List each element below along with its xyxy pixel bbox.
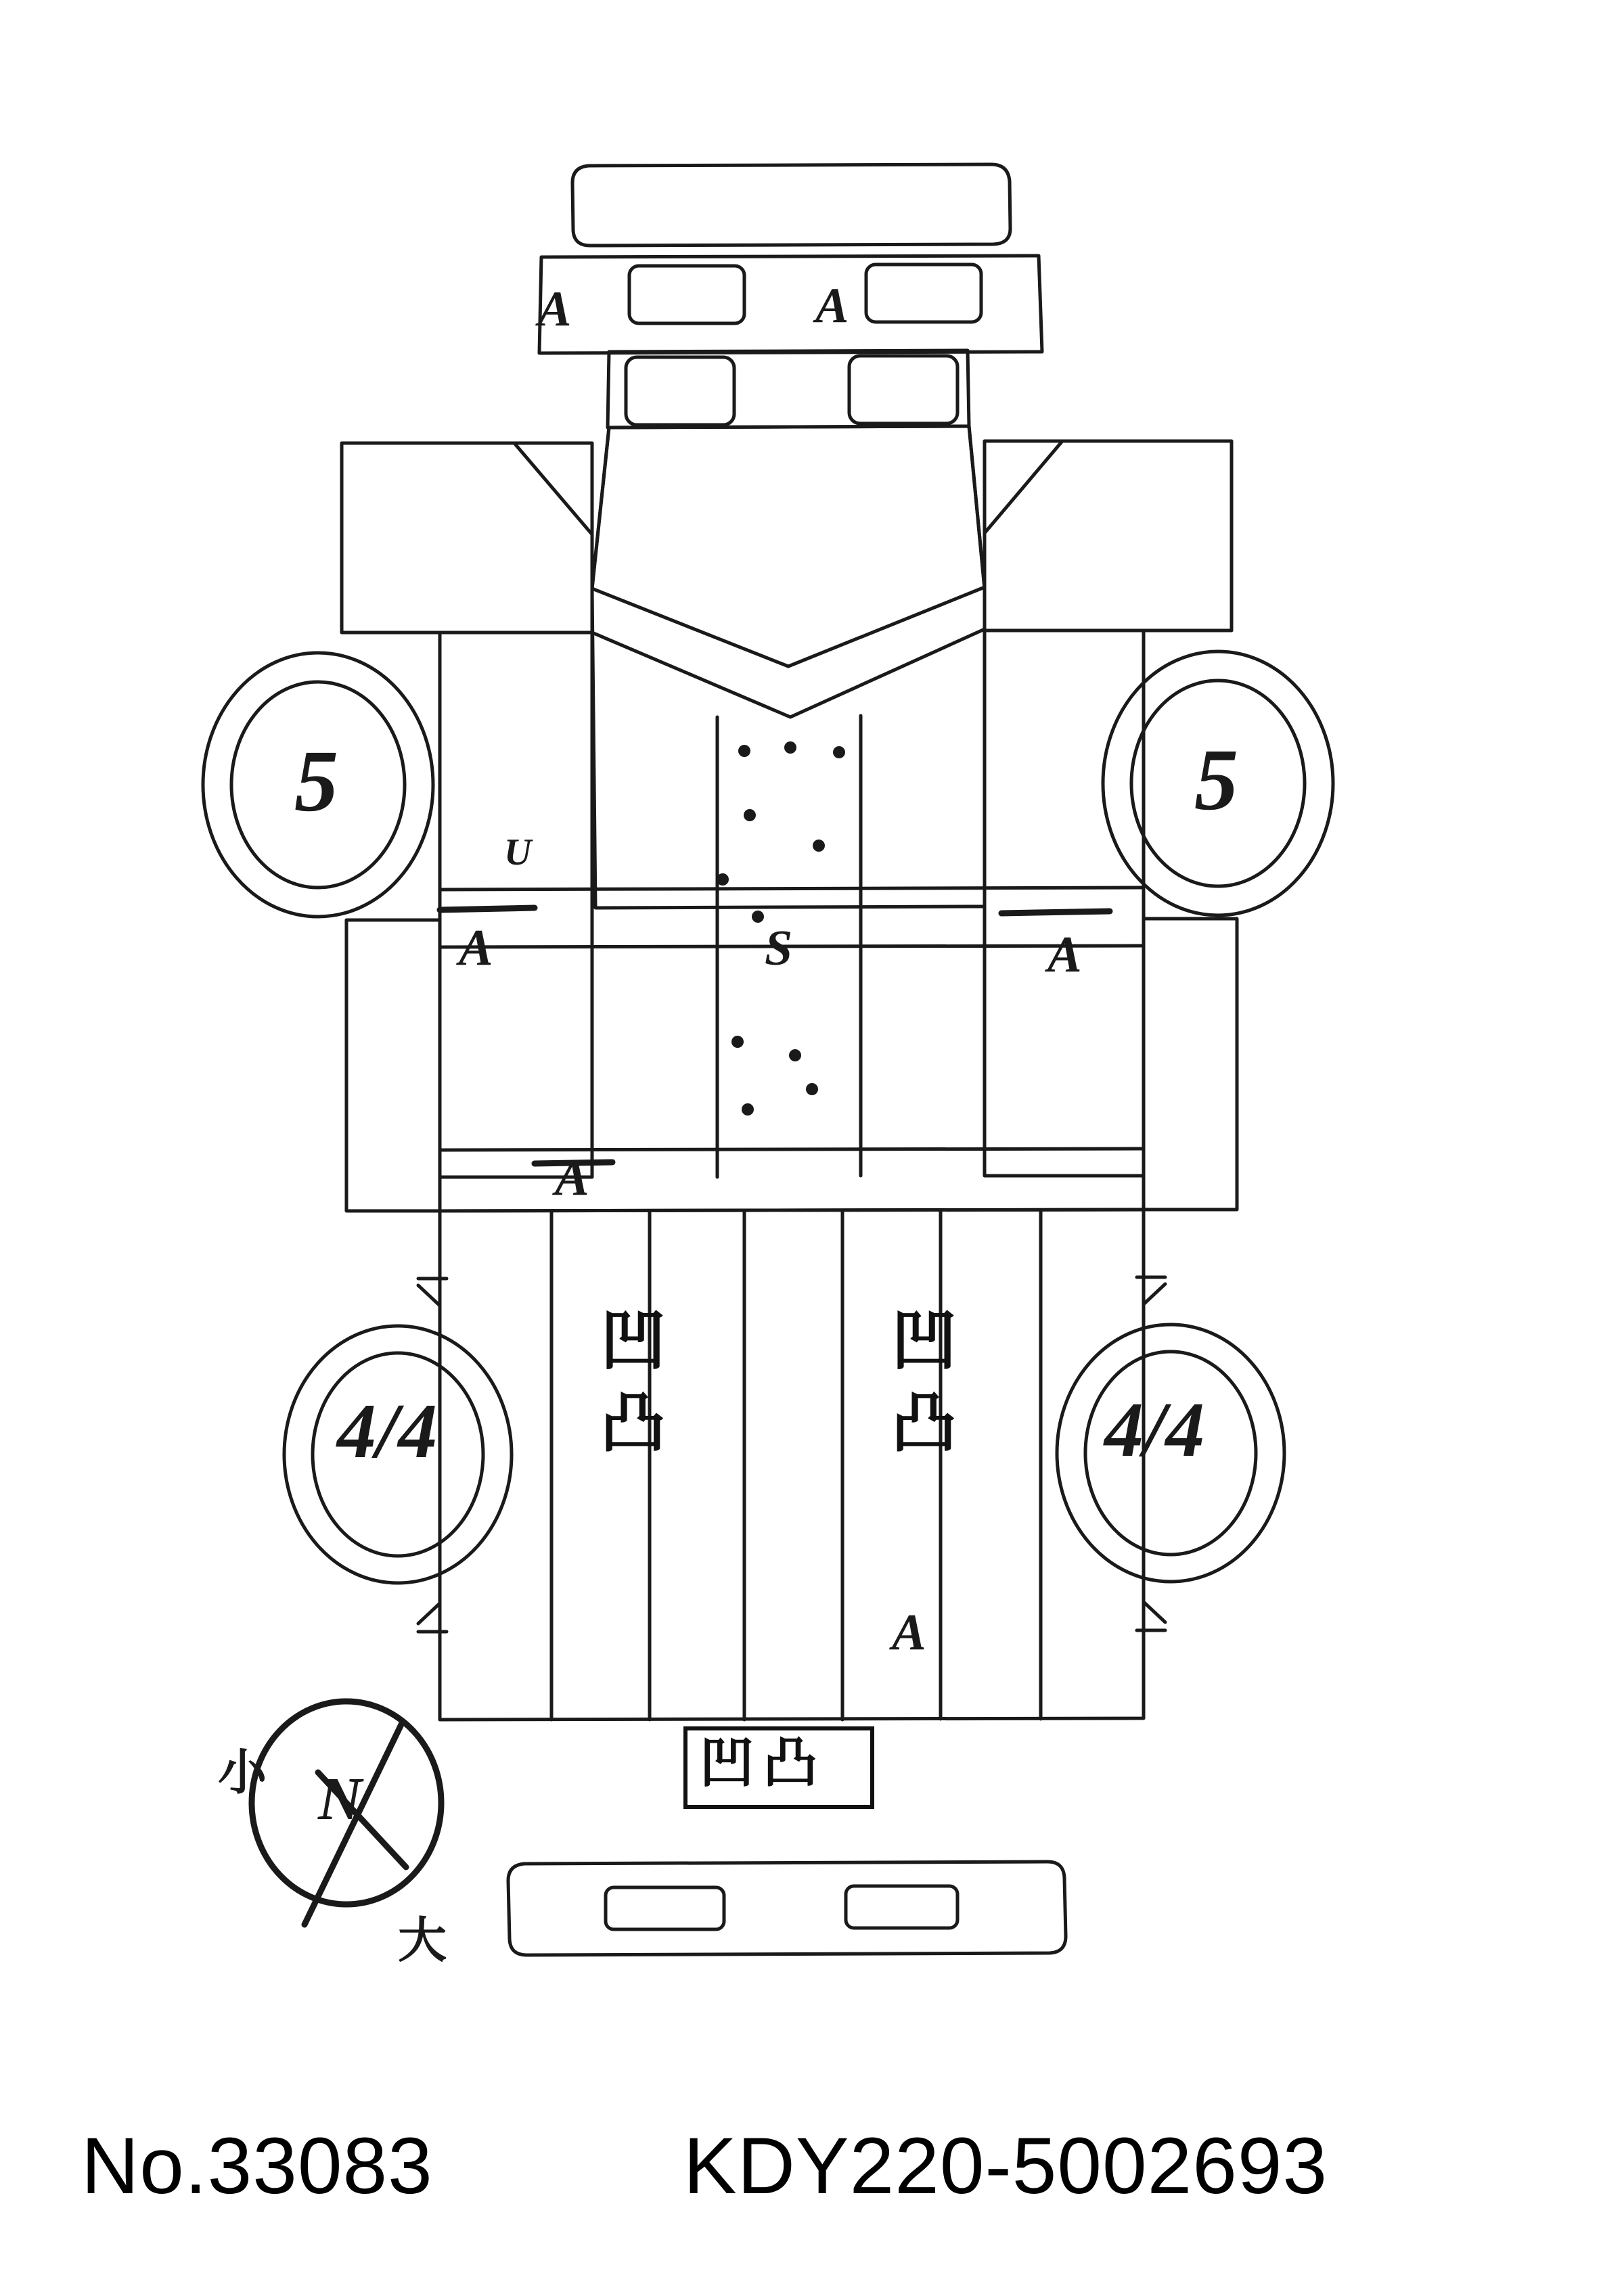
annotation-n-mark: N [318,1766,362,1833]
annotation-u-mark: U [504,831,532,873]
rear-arch-right-top [1144,1284,1165,1304]
underline-right [1001,911,1110,913]
rear-arch-left-bottom [418,1603,440,1624]
fender-left [342,443,592,633]
annotation-wheel-rear-left: 4/4 [337,1388,438,1475]
cowl-slot-right [849,356,957,423]
annotation-a-mid-left: A [459,919,493,976]
sheet-number: No.33083 [81,2121,433,2211]
rear-arch-right-bottom [1144,1602,1165,1622]
hood-slot-right [866,265,981,322]
footer [0,2093,1624,2296]
annotation-s-center: S [765,921,793,976]
annotation-a-front-right: A [815,278,849,334]
front-hood-panel [539,256,1042,353]
annotation-a-lower-center: A [555,1149,589,1206]
front-bumper-bar [572,164,1010,246]
rear-body [440,1210,1144,1720]
fender-right [985,441,1232,630]
annotation-wheel-rear-right: 4/4 [1104,1387,1205,1473]
annotation-large-kanji: 大 [398,1914,447,1968]
cabin-taper-right [969,426,985,589]
annotation-wheel-front-right: 5 [1194,731,1238,829]
cowl-slot-left [626,357,734,425]
cowl-panel [608,350,969,428]
rear-bumper-slot-left [606,1887,724,1929]
part-code: KDY220-5002693 [683,2121,1328,2211]
cross-member-lower [440,1149,1144,1150]
rear-bumper-slot-right [846,1886,957,1928]
side-panel-left [440,633,592,1177]
cabin-taper-left [592,428,609,589]
annotation-a-front-left: A [538,281,572,337]
rear-arch-left-top [418,1285,440,1306]
underline-left [440,908,535,910]
hood-slot-left [629,266,744,323]
fender-right-cut [985,441,1062,533]
stamp-bumper-box [683,1726,874,1809]
cross-member-upper [440,888,1144,890]
annotation-small-kanji: 小 [218,1746,267,1800]
stamp-bumper: 凹凸 [700,1731,827,1794]
annotation-a-rear: A [892,1604,926,1661]
annotation-wheel-front-left: 5 [294,733,338,830]
annotation-a-mid-right: A [1047,926,1082,983]
stamp-inner-right: 凹凸 [881,1306,957,1471]
rear-bumper-bar [508,1862,1066,1955]
side-panel-left-inner [346,920,440,1211]
windshield-chevron-inner [592,629,985,717]
fender-left-cut [514,443,592,534]
stamp-inner-left: 凹凸 [590,1306,666,1471]
side-panel-right-inner [1144,919,1237,1210]
